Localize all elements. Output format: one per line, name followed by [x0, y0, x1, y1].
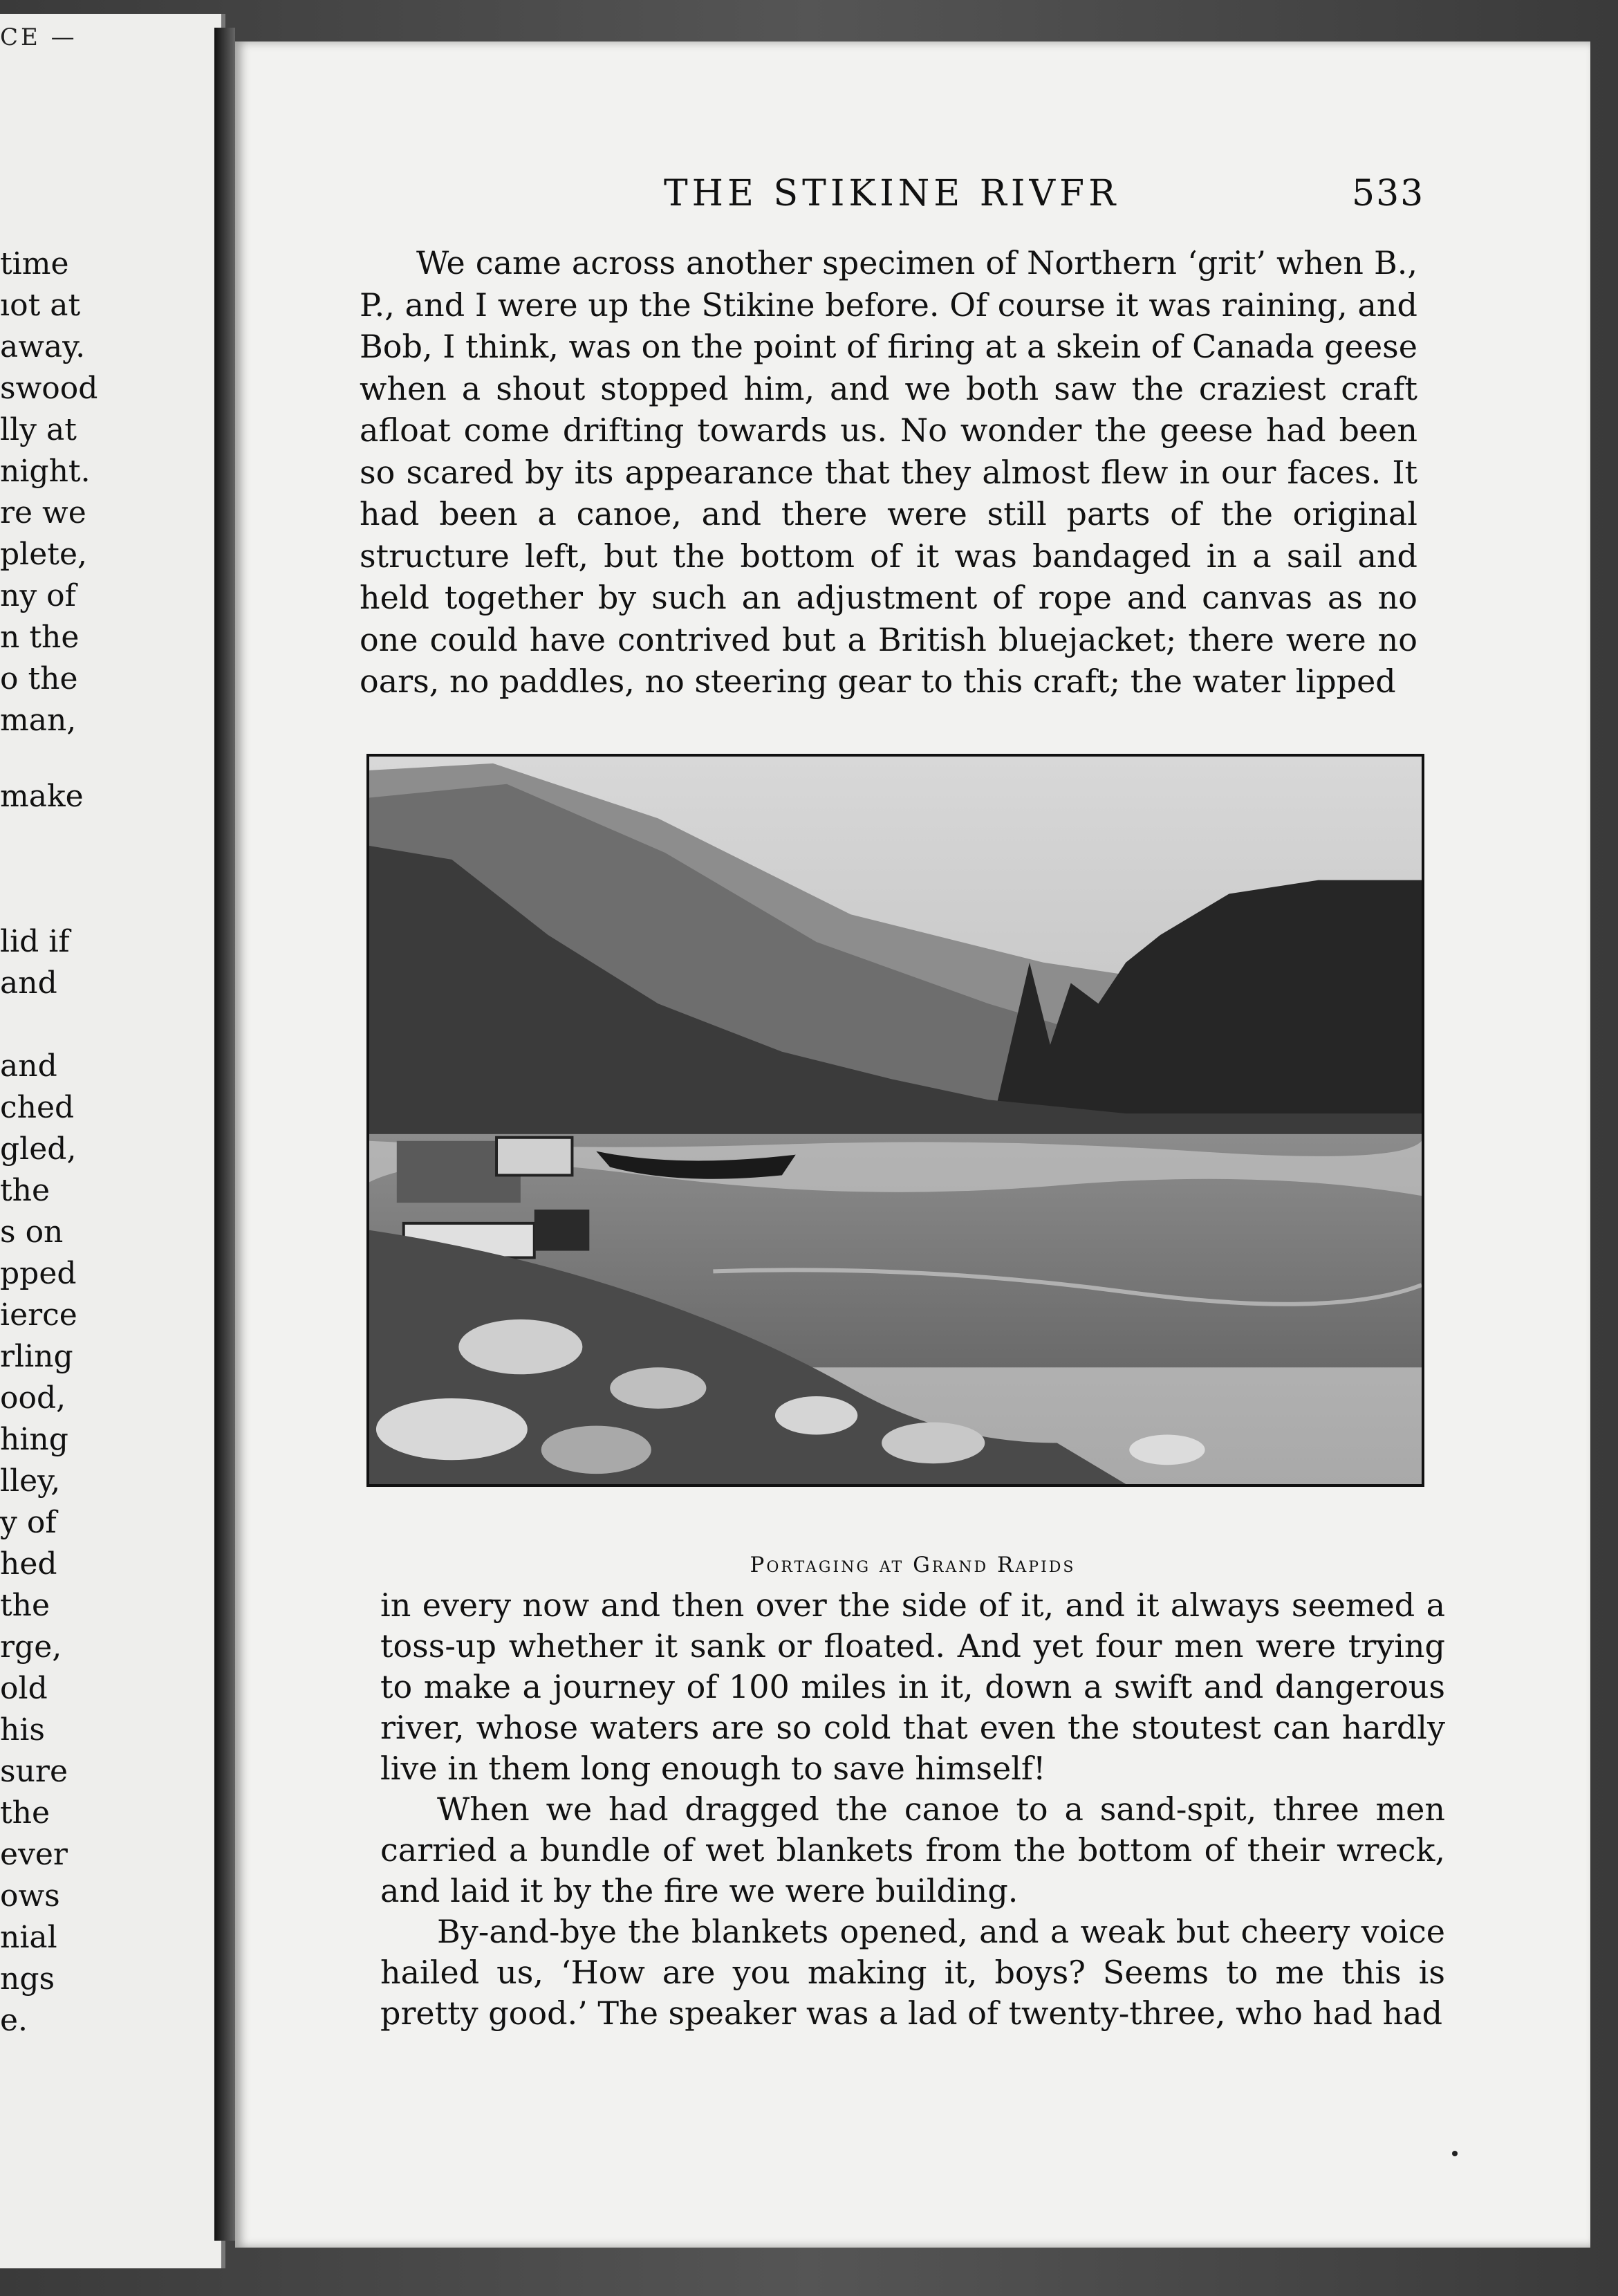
previous-page-line-fragment: ıot at	[0, 288, 81, 323]
previous-page-line-fragment: rling	[0, 1339, 73, 1374]
previous-page-edge	[0, 14, 225, 2268]
previous-page-line-fragment: hing	[0, 1422, 68, 1457]
previous-page-header-fragment: CE —	[0, 24, 77, 51]
running-title: THE STIKINE RIVFR	[664, 173, 1120, 214]
previous-page-line-fragment: lly at	[0, 412, 77, 447]
previous-page-line-fragment: rge,	[0, 1629, 62, 1665]
previous-page-line-fragment: the	[0, 1173, 50, 1208]
river-landscape-illustration	[369, 757, 1422, 1484]
previous-page-line-fragment: s on	[0, 1214, 64, 1250]
previous-page-line-fragment: ched	[0, 1090, 75, 1125]
book-page	[235, 41, 1590, 2248]
previous-page-line-fragment: ows	[0, 1878, 60, 1914]
paragraph-continuation: in every now and then over the side of it, and it always seemed a toss-up whether it sank or floated. And yet four men were trying to make a journey of 100 miles in it, down a swift and dangerous river, whose waters are so cold that even the stoutest can hardly live in them long enough to save himself!	[380, 1586, 1445, 1787]
previous-page-line-fragment: nial	[0, 1920, 57, 1955]
previous-page-line-fragment: ierce	[0, 1297, 77, 1333]
previous-page-line-fragment: swood	[0, 371, 98, 406]
previous-page-line-fragment: y of	[0, 1505, 57, 1540]
page-number: 533	[1352, 173, 1425, 214]
figure-caption: Portaging at Grand Rapids	[750, 1553, 1076, 1577]
previous-page-line-fragment: e.	[0, 2003, 28, 2038]
previous-page-line-fragment: gled,	[0, 1131, 77, 1167]
paragraph-sand-spit: When we had dragged the canoe to a sand-spit, three men carried a bundle of wet blankets from the bottom of their wreck, and laid it by the fire we were building.	[380, 1790, 1445, 1909]
previous-page-line-fragment: ever	[0, 1837, 68, 1872]
previous-page-line-fragment: sure	[0, 1754, 68, 1789]
previous-page-line-fragment: and	[0, 965, 57, 1001]
previous-page-line-fragment: pped	[0, 1256, 77, 1291]
previous-page-line-fragment: the	[0, 1795, 50, 1831]
paragraph-blankets: By-and-bye the blankets opened, and a weak but cheery voice hailed us, ‘How are you making it, boys? Seems to me this is pretty good.’ The speaker was a lad of twenty-three, who had had	[380, 1913, 1445, 2032]
previous-page-line-fragment: his	[0, 1712, 45, 1748]
previous-page-line-fragment: man,	[0, 703, 77, 738]
previous-page-line-fragment: hed	[0, 1546, 57, 1582]
text-block-top	[360, 242, 1417, 703]
previous-page-line-fragment: ngs	[0, 1961, 55, 1997]
previous-page-line-fragment: away.	[0, 329, 86, 364]
book-binding-gutter	[214, 28, 235, 2241]
previous-page-line-fragment: re we	[0, 495, 86, 530]
text-block-bottom	[380, 1585, 1445, 2034]
previous-page-line-fragment: make	[0, 779, 84, 814]
previous-page-line-fragment: n the	[0, 620, 80, 655]
previous-page-line-fragment: the	[0, 1588, 50, 1623]
previous-page-line-fragment: o the	[0, 661, 78, 696]
previous-page-line-fragment: ny of	[0, 578, 76, 613]
scan-speck	[1452, 2151, 1458, 2156]
previous-page-line-fragment: lley,	[0, 1463, 61, 1499]
previous-page-line-fragment: plete,	[0, 537, 87, 572]
previous-page-line-fragment: ood,	[0, 1380, 66, 1416]
previous-page-line-fragment: old	[0, 1671, 48, 1706]
illustration-river-rapids	[366, 754, 1424, 1487]
previous-page-line-fragment: and	[0, 1048, 57, 1084]
previous-page-line-fragment: night.	[0, 454, 91, 489]
paragraph-opening: We came across another specimen of Northern ‘grit’ when B., P., and I were up the Stikine before. Of course it was raining, and Bob, I think, was on the point of firing at a skein of Canada geese when a shout stopped him, and we both saw the craziest craft afloat come drifting towards us. No wonder the geese had been so scared by its appearance that they almost flew in our faces. It had been a canoe, and there were still parts of the original structure left, but the bottom of it was bandaged in a sail and held together by such an adjustment of rope and canvas as no one could have contrived but a British bluejacket; there were no oars, no paddles, no steering gear to this craft; the water lipped	[360, 244, 1417, 700]
previous-page-line-fragment: lid if	[0, 924, 70, 959]
previous-page-line-fragment: time	[0, 246, 69, 281]
